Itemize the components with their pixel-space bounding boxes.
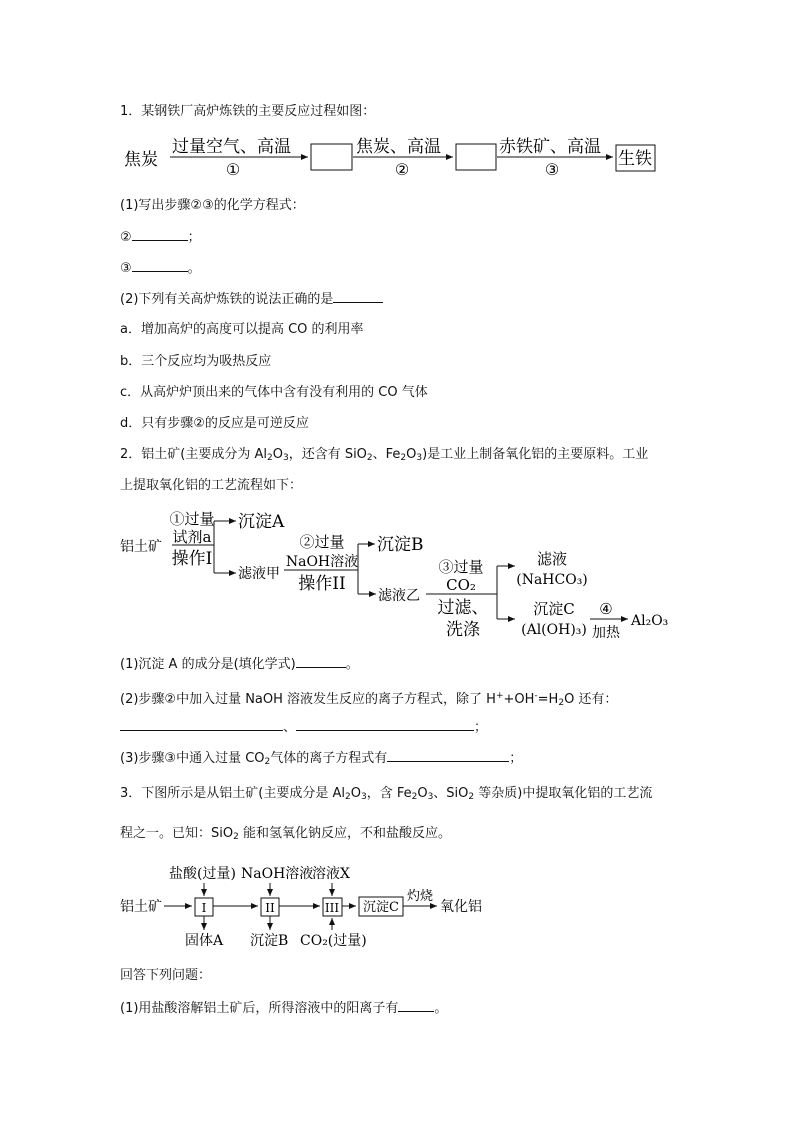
q1-p2-text: (2)下列有关高炉炼铁的说法正确的是 [120,292,334,307]
q2-p2: (2)步骤②中加入过量 NaOH 溶液发生反应的离子方程式，除了 $H^++OH^-=H_2O$ 还有： [120,691,618,708]
q2-c1: 沉淀C [533,600,575,618]
q2-s3c: 过滤、 [437,598,489,618]
q2-filt-b: 滤液乙 [378,588,420,604]
q1-opt-b: b．三个反应均为吸热反应 [120,354,272,369]
q2-p2-blank-2[interactable] [296,719,474,731]
q3-start: 铝土矿 [120,899,162,915]
q2-p3: (3)步骤③中通入过量 $CO_2$气体的离子方程式有 ； [120,751,523,767]
q2-s1c: 操作I [171,549,213,569]
q2-flow-start: 铝土矿 [120,539,162,555]
q3-top2: NaOH溶液 [241,866,314,882]
q2-s4: ④ [599,600,613,618]
q2-out-a: 沉淀A [238,512,285,532]
q3-cond: 灼烧 [406,889,434,904]
q3-b1: I [201,901,207,915]
q3-top1: 盐酸(过量) [169,866,236,882]
q2-s3b: CO₂ [446,576,476,594]
q3-bot1: 固体A [185,933,224,949]
q2-p1: (1)沉淀 A 的成分是(填化学式) 。 [120,657,359,672]
q1-a3-blank[interactable] [132,260,188,272]
q1-opt-d: d．只有步骤②的反应是可逆反应 [120,416,309,431]
q2-f1: 滤液 [536,550,568,568]
q1-step1-num: ① [225,160,241,179]
q2-s3d: 洗涤 [446,620,480,640]
q1-step1-cond: 过量空气、高温 [172,137,291,157]
q2-s4b: 加热 [592,625,620,641]
q1-p2-blank[interactable] [333,291,383,303]
q2-c2: (Al(OH)₃) [521,622,587,638]
q3-p0: 回答下列问题： [120,968,212,983]
q3-bot3: CO₂(过量) [300,933,367,949]
q1-a2-blank[interactable] [132,229,188,241]
q1-step2-cond: 焦炭、高温 [356,137,441,157]
q3-product: 氧化铝 [440,899,482,915]
q2-s1b: 试剂a [172,528,212,546]
q2-product: Al₂O₃ [631,613,669,629]
q2-s2b: NaOH溶液 [285,554,359,570]
q1-flow-end: 生铁 [618,149,652,169]
q3-box-4 [359,897,403,916]
q1-a3-tail: 。 [187,261,201,276]
q1-step3-num: ③ [544,160,560,179]
q1-opt-c: c．从高炉炉顶出来的气体中含有没有利用的 CO 气体 [120,385,428,400]
q2-filt-a: 滤液甲 [238,566,280,582]
q1-answer-3 [120,260,201,277]
q3-top3: 溶液X [312,866,350,882]
q2-intro: 2．铝土矿(主要成分为 $Al_2O_3$，还含有 SiO$_2$、$Fe_2O_3$)是工业上制备氧化铝的主要原料。工业 [120,447,649,463]
q3-intro: 3．下图所示是从铝土矿(主要成分是 $Al_2O_3$，含 $Fe_2O_3$、SiO$_2$ 等杂质)中提取氧化铝的工艺流 [120,786,653,802]
q3-box-2 [261,898,279,916]
q3-b2: II [265,901,275,915]
q3-box-1 [195,898,213,916]
q1-step2-num: ② [394,160,410,179]
q1-box-2 [456,144,496,170]
q3-b4: 沉淀C [363,900,399,915]
q1-a2-tail: ； [187,230,201,245]
q2-s2c: 操作II [298,574,346,594]
q1-flow-start: 焦炭 [124,150,158,170]
q3-bot2: 沉淀B [250,933,289,949]
q2-s3a: ③过量 [438,558,484,576]
q3-intro-2: 程之一。已知：SiO$_2$ 能和氢氧化钠反应，不和盐酸反应。 [120,826,451,842]
q2-p2-blank-1[interactable] [120,719,283,731]
q2-f2: (NaHCO₃) [516,572,588,588]
q2-s1a: ①过量 [169,510,215,528]
q1-opt-a: a．增加高炉的高度可以提高 CO 的利用率 [120,322,364,337]
q2-p3-blank[interactable] [387,750,509,762]
q3-p1: (1)用盐酸溶解铝土矿后，所得溶液中的阳离子有 。 [120,1001,448,1016]
q1-answer-2 [120,229,201,246]
q2-s2a: ②过量 [299,533,345,551]
q3-box-3 [323,898,342,916]
q3-p1-blank[interactable] [398,1000,434,1012]
q1-a3-label: ③ [120,261,132,276]
q1-box-1 [311,144,352,170]
q2-intro-2: 上提取氧化铝的工艺流程如下： [120,478,303,493]
q1-step3-cond: 赤铁矿、高温 [499,137,601,157]
q1-box-end [616,145,655,171]
q1-a2-label: ② [120,230,132,245]
q2-p1-blank[interactable] [296,656,346,668]
q3-b3: III [324,901,340,915]
q1-p2 [120,291,383,308]
q1-title: 1．某钢铁厂高炉炼铁的主要反应过程如图： [120,104,376,119]
q1-p1: (1)写出步骤②③的化学方程式： [120,198,305,213]
q2-out-b: 沉淀B [377,535,424,555]
q2-p2-answers: 、 ； [120,719,487,736]
